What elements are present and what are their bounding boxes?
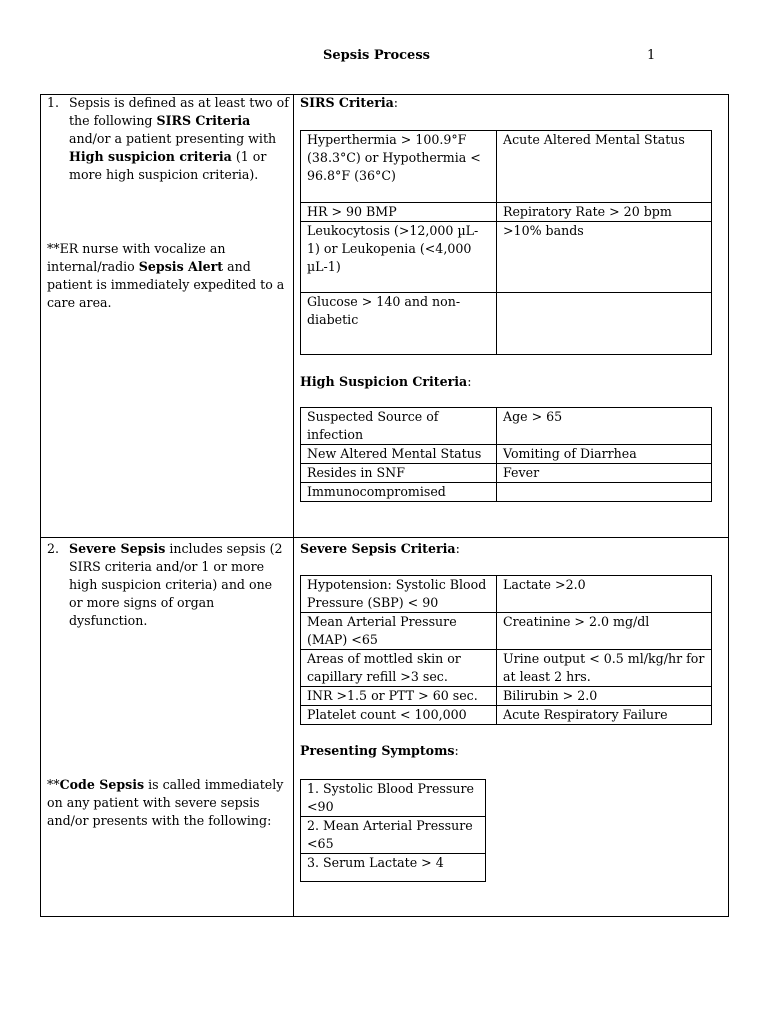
table-cell: HR > 90 BMP — [301, 203, 497, 222]
table-cell — [497, 483, 712, 502]
step-2-text: Severe Sepsis includes sepsis (2 SIRS criteria and/or 1 or more high suspicion criteria) and one or more signs of organ dysfunction. — [69, 541, 283, 628]
table-cell: Mean Arterial Pressure (MAP) <65 — [301, 613, 497, 650]
table-cell — [497, 293, 712, 355]
presenting-symptoms-heading: Presenting Symptoms: — [300, 743, 459, 758]
code-sepsis-note: **Code Sepsis is called immediately on any patient with severe sepsis and/or presents with the following: — [47, 777, 284, 828]
step-1-number: 1. — [47, 95, 60, 110]
table-cell: Repiratory Rate > 20 bpm — [497, 203, 712, 222]
table-cell: Resides in SNF — [301, 464, 497, 483]
code-sepsis-ref: Code Sepsis — [59, 777, 145, 792]
severe-sepsis-ref: Severe Sepsis — [69, 541, 166, 556]
column-divider — [293, 94, 294, 917]
table-cell: Leukocytosis (>12,000 µL-1) or Leukopenia (<4,000 µL-1) — [301, 222, 497, 293]
table-cell: Immunocompromised — [301, 483, 497, 502]
table-cell: Hypotension: Systolic Blood Pressure (SBP) < 90 — [301, 576, 497, 613]
table-cell: New Altered Mental Status — [301, 445, 497, 464]
row-divider — [40, 537, 729, 538]
table-cell: Bilirubin > 2.0 — [497, 687, 712, 706]
high-suspicion-heading: High Suspicion Criteria: — [300, 374, 472, 389]
sirs-criteria-table — [300, 130, 712, 355]
page-number: 1 — [647, 48, 656, 63]
sirs-criteria-ref: SIRS Criteria — [156, 113, 251, 128]
table-cell: Glucose > 140 and non-diabetic — [301, 293, 497, 355]
table-cell: Creatinine > 2.0 mg/dl — [497, 613, 712, 650]
table-cell: Areas of mottled skin or capillary refill >3 sec. — [301, 650, 497, 687]
table-cell: Acute Altered Mental Status — [497, 131, 712, 203]
step-2-number: 2. — [47, 541, 60, 556]
high-suspicion-table — [300, 407, 712, 502]
table-cell: 1. Systolic Blood Pressure <90 — [301, 780, 486, 817]
table-cell: INR >1.5 or PTT > 60 sec. — [301, 687, 497, 706]
table-cell: Hyperthermia > 100.9°F (38.3°C) or Hypothermia < 96.8°F (36°C) — [301, 131, 497, 203]
page-header-title: Sepsis Process — [323, 48, 430, 63]
table-cell: 2. Mean Arterial Pressure <65 — [301, 817, 486, 854]
table-cell: Lactate >2.0 — [497, 576, 712, 613]
table-cell: Suspected Source of infection — [301, 408, 497, 445]
step-1-text: Sepsis is defined as at least two of the following SIRS Criteria and/or a patient presenting with High suspicion criteria (1 or more high suspicion criteria). — [69, 95, 289, 182]
presenting-symptoms-table — [300, 779, 486, 882]
table-cell: Urine output < 0.5 ml/kg/hr for at least 2 hrs. — [497, 650, 712, 687]
table-cell: Acute Respiratory Failure — [497, 706, 712, 725]
sepsis-alert-ref: Sepsis Alert — [138, 259, 224, 274]
high-suspicion-ref: High suspicion criteria — [69, 149, 232, 164]
table-cell: Vomiting of Diarrhea — [497, 445, 712, 464]
severe-sepsis-heading: Severe Sepsis Criteria: — [300, 541, 460, 556]
table-cell: Fever — [497, 464, 712, 483]
table-cell: Age > 65 — [497, 408, 712, 445]
severe-sepsis-table — [300, 575, 712, 725]
sirs-criteria-heading: SIRS Criteria: — [300, 95, 399, 110]
table-cell: 3. Serum Lactate > 4 — [301, 854, 486, 882]
table-cell: Platelet count < 100,000 — [301, 706, 497, 725]
table-cell: >10% bands — [497, 222, 712, 293]
er-nurse-note: **ER nurse with vocalize an internal/radio Sepsis Alert and patient is immediately expedited to a care area. — [47, 241, 285, 310]
